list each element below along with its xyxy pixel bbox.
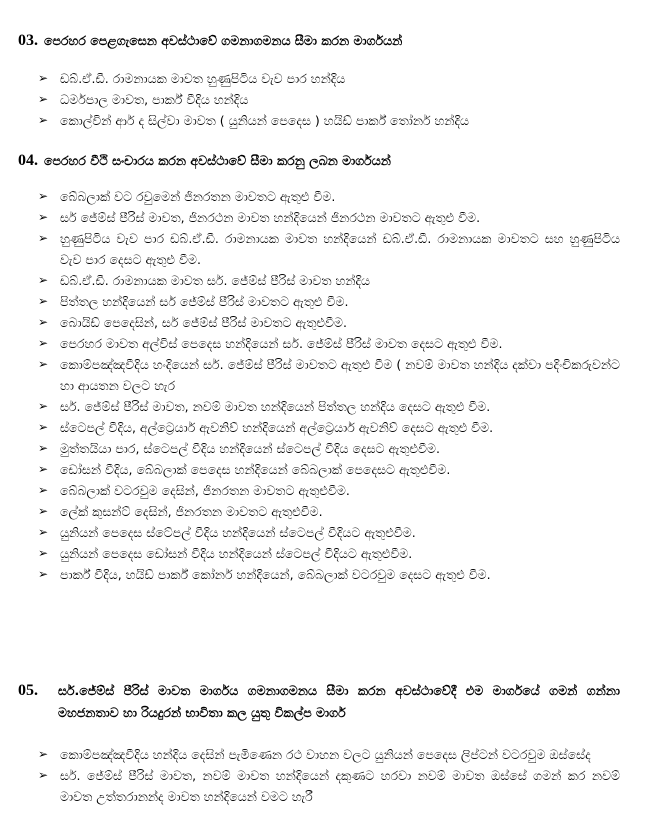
arrow-bullet-icon: ➢ [38, 525, 49, 539]
section-number: 04. [18, 152, 38, 169]
list-item: ➢ යුනියන් පෙදෙස ඩෝසන් වීදිය හන්දියෙන් ස්ටෙපල් වීදියට ඇතුළුවීම. [18, 543, 620, 564]
arrow-bullet-icon: ➢ [38, 504, 49, 518]
section-heading [18, 150, 620, 172]
arrow-bullet-icon: ➢ [38, 336, 49, 350]
arrow-bullet-icon: ➢ [38, 420, 49, 434]
arrow-bullet-icon: ➢ [38, 294, 49, 308]
section-list [18, 744, 620, 807]
arrow-bullet-icon: ➢ [38, 567, 49, 581]
arrow-bullet-icon: ➢ [38, 357, 49, 371]
section-number: 05. [18, 682, 38, 699]
arrow-bullet-icon: ➢ [38, 231, 49, 245]
list-item: ➢ ස්ටෙපල් වීදිය, අල්ට්‍රෙයාර් ඇවනිව් හන්දියෙන් අල්ට්‍රෙයාර් ඇවනිව් දෙසට ඇතුළු වීම. [18, 417, 620, 438]
list-item: ➢ සර්. ජේම්ස් පීරිස් මාවත, නවම් මාවත හන්දියෙන් පිත්තල හන්දිය දෙසට ඇතුළු වීම. [18, 396, 620, 417]
arrow-bullet-icon: ➢ [38, 273, 49, 287]
section-list [18, 186, 620, 585]
arrow-bullet-icon: ➢ [38, 92, 49, 106]
list-item: ➢ ලේක් කුසන්ට් දෙසින්, ජිනරතන මාවතට ඇතුළුවීම. [18, 501, 620, 522]
section-list [18, 68, 620, 131]
list-item: ➢ බේබලාක් වටරවුම දෙසින්, ජිනරතන මාවතට ඇතුළුවීම. [18, 480, 620, 501]
arrow-bullet-icon: ➢ [38, 71, 49, 85]
list-item: ➢ බේබලාක් වට රවුමෙන් ජිනරතන මාවතට ඇතුළු වීම. [18, 186, 620, 207]
list-item: ➢ මුත්තයියා පාර, ස්ටෙපල් වීදිය හන්දියෙන් ස්ටෙපල් වීදිය දෙසට ඇතුළුවීම. [18, 438, 620, 459]
list-item: ➢ ඩබ්.ඒ.ඩී. රාමනායක මාවත හුණුපිටිය වැව පාර හන්දිය [18, 68, 620, 89]
list-item: ➢ බොයිඩ් පෙදෙසින්, සර් ජේම්ස් පීරිස් මාවතට ඇතුළුවීම. [18, 312, 620, 333]
arrow-bullet-icon: ➢ [38, 189, 49, 203]
section-title: සර්.ජේම්ස් පීරිස් මාවත මාර්ගය ගමනාගමනය සීමා කරන අවස්ථාවේදී එම මාර්ගයේ ගමන් ගන්නා මහජනතාව හා රියදුරන් භාවිතා කල යුතු විකල්ප මාර්ග [58, 683, 620, 720]
section-number: 03. [18, 32, 38, 49]
arrow-bullet-icon: ➢ [38, 768, 49, 782]
arrow-bullet-icon: ➢ [38, 441, 49, 455]
section-heading [18, 30, 620, 52]
arrow-bullet-icon: ➢ [38, 462, 49, 476]
section-title: පෙරහර පෙළගැසෙන අවස්ථාවේ ගමනාගමනය සීමා කරන මාර්ගයන් [44, 33, 403, 48]
list-item: ➢ කොම්පඤ්ඤවීදිය හංදියෙන් සර්. ජේම්ස් පීරිස් මාවතට ඇතුළු වීම ( නවම් මාවත හන්දිය දක්වා පදිංචිකරුවන්ට හා ආයතන වලට හැර [18, 354, 620, 396]
arrow-bullet-icon: ➢ [38, 483, 49, 497]
section-04 [18, 150, 620, 585]
list-item: ➢ හුණුපිටිය වැව පාර ඩබ්.ඒ.ඩී. රාමනායක මාවත හන්දියෙන් ඩබ්.ඒ.ඩී. රාමනායක මාවතට සහ හුණුපිටිය වැව පාර දෙසට ඇතුළු වීම. [18, 228, 620, 270]
section-heading [18, 680, 620, 724]
section-03 [18, 30, 620, 131]
arrow-bullet-icon: ➢ [38, 546, 49, 560]
list-item: ➢ ඩබ්.ඒ.ඩී. රාමනායක මාවත සර්. ජේම්ස් පීරිස් මාවත හන්දිය [18, 270, 620, 291]
arrow-bullet-icon: ➢ [38, 210, 49, 224]
section-title: පෙරහර වීථි සංචාරය කරන අවස්ථාවේ සීමා කරනු ලබන මාර්ගයන් [44, 153, 391, 168]
list-item: ➢ ධර්මපාල මාවත, පාර්ක් වීදිය හන්දිය [18, 89, 620, 110]
arrow-bullet-icon: ➢ [38, 113, 49, 127]
list-item: ➢ ඩෝසන් වීදිය, බේබලාක් පෙදෙස හන්දියෙන් බේබලාක් පෙදෙසට ඇතුළුවීම. [18, 459, 620, 480]
arrow-bullet-icon: ➢ [38, 399, 49, 413]
arrow-bullet-icon: ➢ [38, 747, 49, 761]
section-05 [18, 680, 620, 807]
arrow-bullet-icon: ➢ [38, 315, 49, 329]
list-item: ➢ පිත්තල හන්දියෙන් සර් ජේම්ස් පීරිස් මාවතට ඇතුළු වීම. [18, 291, 620, 312]
list-item: ➢ පෙරහර මාවත අල්විස් පෙදෙස හන්දියෙන් සර්. ජේම්ස් පීරිස් මාවත දෙසට ඇතුළු වීම. [18, 333, 620, 354]
list-item: ➢ සර් ජේම්ස් පීරිස් මාවත, ජිනරථන මාවත හන්දියෙන් ජිනරථන මාවතට ඇතුළු වීම. [18, 207, 620, 228]
list-item: ➢ කොල්වින් ආර් ද සිල්වා මාවත ( යුනියන් පෙදෙස ) හයිඩ් පාර්ක් තෝනර් හන්දිය [18, 110, 620, 131]
list-item: ➢ කොම්පඤ්ඤවීදිය හන්දිය දෙසින් පැමිණෙන රථ වාහන වලට යුනියන් පෙදෙස ලිප්ටන් වටරවුම ඔස්සේද [18, 744, 620, 765]
list-item: ➢ සර්. ජේම්ස් පීරිස් මාවත, නවම් මාවත හන්දියෙන් දකුණට හරවා නවම් මාවත ඔස්සේ ගමන් කර නවම් මාවත උත්තරානන්ද මාවත හන්දියෙන් වමට හැරී [18, 765, 620, 807]
list-item: ➢ යුනියන් පෙදෙස ස්ටේපල් වීදිය හන්දියෙන් ස්ටෙපල් වීදියට ඇතුළුවීම. [18, 522, 620, 543]
list-item: ➢ පාර්ක් වීදිය, හයිඩ් පාර්ක් කෝනර් හන්දියෙන්, බේබලාක් වටරවුම දෙසට ඇතුළු වීම. [18, 564, 620, 585]
